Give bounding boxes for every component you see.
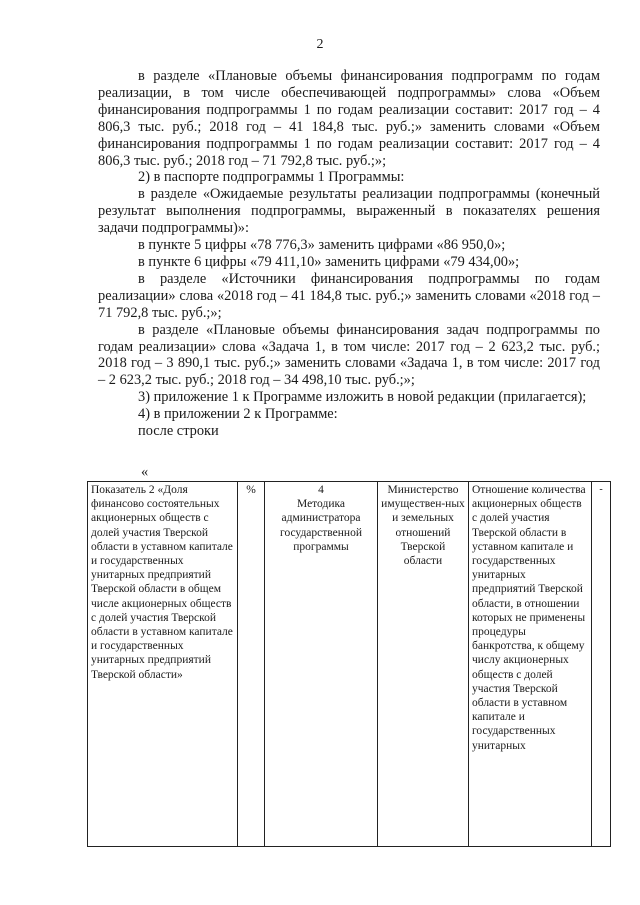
method-cell [265, 482, 378, 847]
paragraph: в разделе «Источники финансирования подпрограммы по годам реализации» слова «2018 год – 41 184,8 тыс. руб.;» заменить словами «2018 год – 71 792,8 тыс. руб.;»; [98, 270, 600, 321]
indicator-name-cell: Показатель 2 «Доля финансово состоятельных акционерных обществ с долей участия Тверской области в уставном капитале и государственных унитарных предприятий Тверской области в общем числе акционерных обществ с долей участия Тверской области в уставном капитале и государственных унитарных предприятий Тверской области» [88, 482, 238, 847]
responsible-cell: Министерство имуществен-ных и земельных отношений Тверской области [378, 482, 469, 847]
paragraph: после строки [138, 423, 219, 440]
method-number: 4 [318, 484, 324, 496]
method-name: Методика администратора государственной программы [280, 498, 362, 553]
paragraph: 2) в паспорте подпрограммы 1 Программы: [138, 169, 405, 186]
page-bottom-margin [0, 862, 640, 905]
paragraph: в пункте 5 цифры «78 776,3» заменить цифрами «86 950,0»; [138, 237, 506, 254]
unit-cell: % [238, 482, 265, 847]
paragraph: в разделе «Плановые объемы финансирования подпрограмм по годам реализации, в том числе обеспечивающей подпрограммы» слова «Объем финансирования подпрограммы 1 по годам реализации составит: 2017 год – 4 806,3 тыс. руб.; 2018 год – 41 184,8 тыс. руб.;» заменить словами «Объем финансирования подпрограммы 1 по годам реализации составит: 2017 год – 4 806,3 тыс. руб.; 2018 год – 71 792,8 тыс. руб.;»; [98, 68, 600, 169]
paragraph: в пункте 6 цифры «79 411,10» заменить цифрами «79 434,00»; [138, 253, 520, 270]
paragraph: в разделе «Ожидаемые результаты реализации подпрограммы (конечный результат выполнения подпрограммы, выраженный в показателях решения задачи подпрограммы)»: [98, 186, 600, 237]
definition-cell: Отношение количества акционерных обществ с долей участия Тверской области в уставном капитале и государственных унитарных предприятий Тверской области, в отношении которых не применены процедуры банкротства, к общему числу акционерных обществ с долей участия Тверской области в уставном капитале и государственных унитарных [469, 482, 592, 847]
dash-cell: - [592, 482, 611, 847]
table-row [88, 482, 611, 847]
indicator-table [87, 481, 611, 847]
body-text [98, 68, 600, 440]
opening-quote: « [141, 464, 149, 480]
paragraph: в разделе «Плановые объемы финансирования задач подпрограммы по годам реализации» слова «Задача 1, в том числе: 2017 год – 2 623,2 тыс. руб.; 2018 год – 3 890,1 тыс. руб.;» заменить словами «Задача 1, в том числе: 2017 год – 2 623,2 тыс. руб.; 2018 год – 34 498,10 тыс. руб.;»; [98, 321, 600, 389]
paragraph: 3) приложение 1 к Программе изложить в новой редакции (прилагается); [138, 389, 587, 406]
page-number: 2 [316, 37, 324, 52]
paragraph: 4) в приложении 2 к Программе: [138, 406, 338, 423]
